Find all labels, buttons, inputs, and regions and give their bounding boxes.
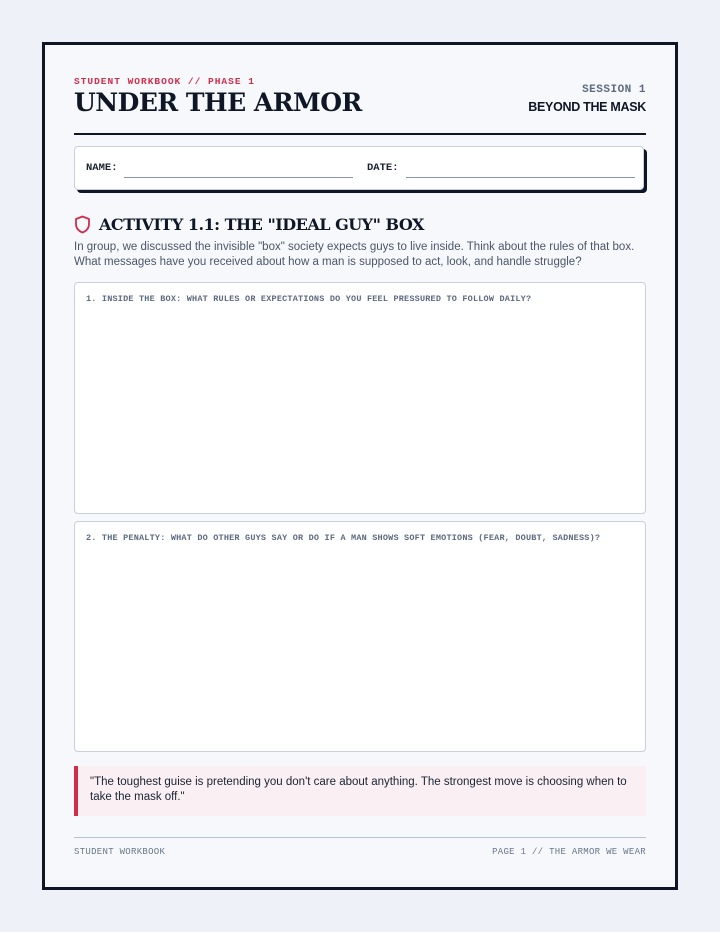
shield-icon	[74, 215, 91, 234]
student-info-card	[74, 146, 644, 190]
question-1: 1. INSIDE THE BOX: WHAT RULES OR EXPECTATIONS DO YOU FEEL PRESSURED TO FOLLOW DAILY?	[86, 294, 532, 304]
date-field[interactable]	[406, 177, 635, 178]
footer-left: STUDENT WORKBOOK	[74, 847, 166, 857]
activity-intro: In group, we discussed the invisible "box" society expects guys to live inside. Think about the rules of that box. What messages have you received about how a man is supposed to act, look, and handle struggle?	[74, 241, 635, 268]
page-header	[74, 74, 646, 135]
session-title: BEYOND THE MASK	[528, 100, 646, 114]
workbook-page	[42, 42, 678, 890]
session-number: SESSION 1	[582, 84, 646, 96]
name-label: NAME:	[86, 162, 118, 174]
activity-title: ACTIVITY 1.1: THE "IDEAL GUY" BOX	[99, 214, 424, 234]
page-footer	[74, 837, 646, 862]
question-2: 2. THE PENALTY: WHAT DO OTHER GUYS SAY OR DO IF A MAN SHOWS SOFT EMOTIONS (FEAR, DOUBT, SADNESS)?	[86, 533, 601, 543]
page-title: UNDER THE ARMOR	[74, 88, 362, 117]
answer-box-2[interactable]	[74, 521, 646, 752]
workbook-kicker: STUDENT WORKBOOK // PHASE 1	[74, 76, 255, 87]
name-field[interactable]	[124, 177, 353, 178]
footer-right: PAGE 1 // THE ARMOR WE WEAR	[492, 847, 646, 857]
answer-box-1[interactable]	[74, 282, 646, 514]
pull-quote: "The toughest guise is pretending you don't care about anything. The strongest move is choosing when to take the mask off."	[74, 766, 646, 816]
date-label: DATE:	[367, 162, 399, 174]
activity-heading	[74, 213, 424, 235]
